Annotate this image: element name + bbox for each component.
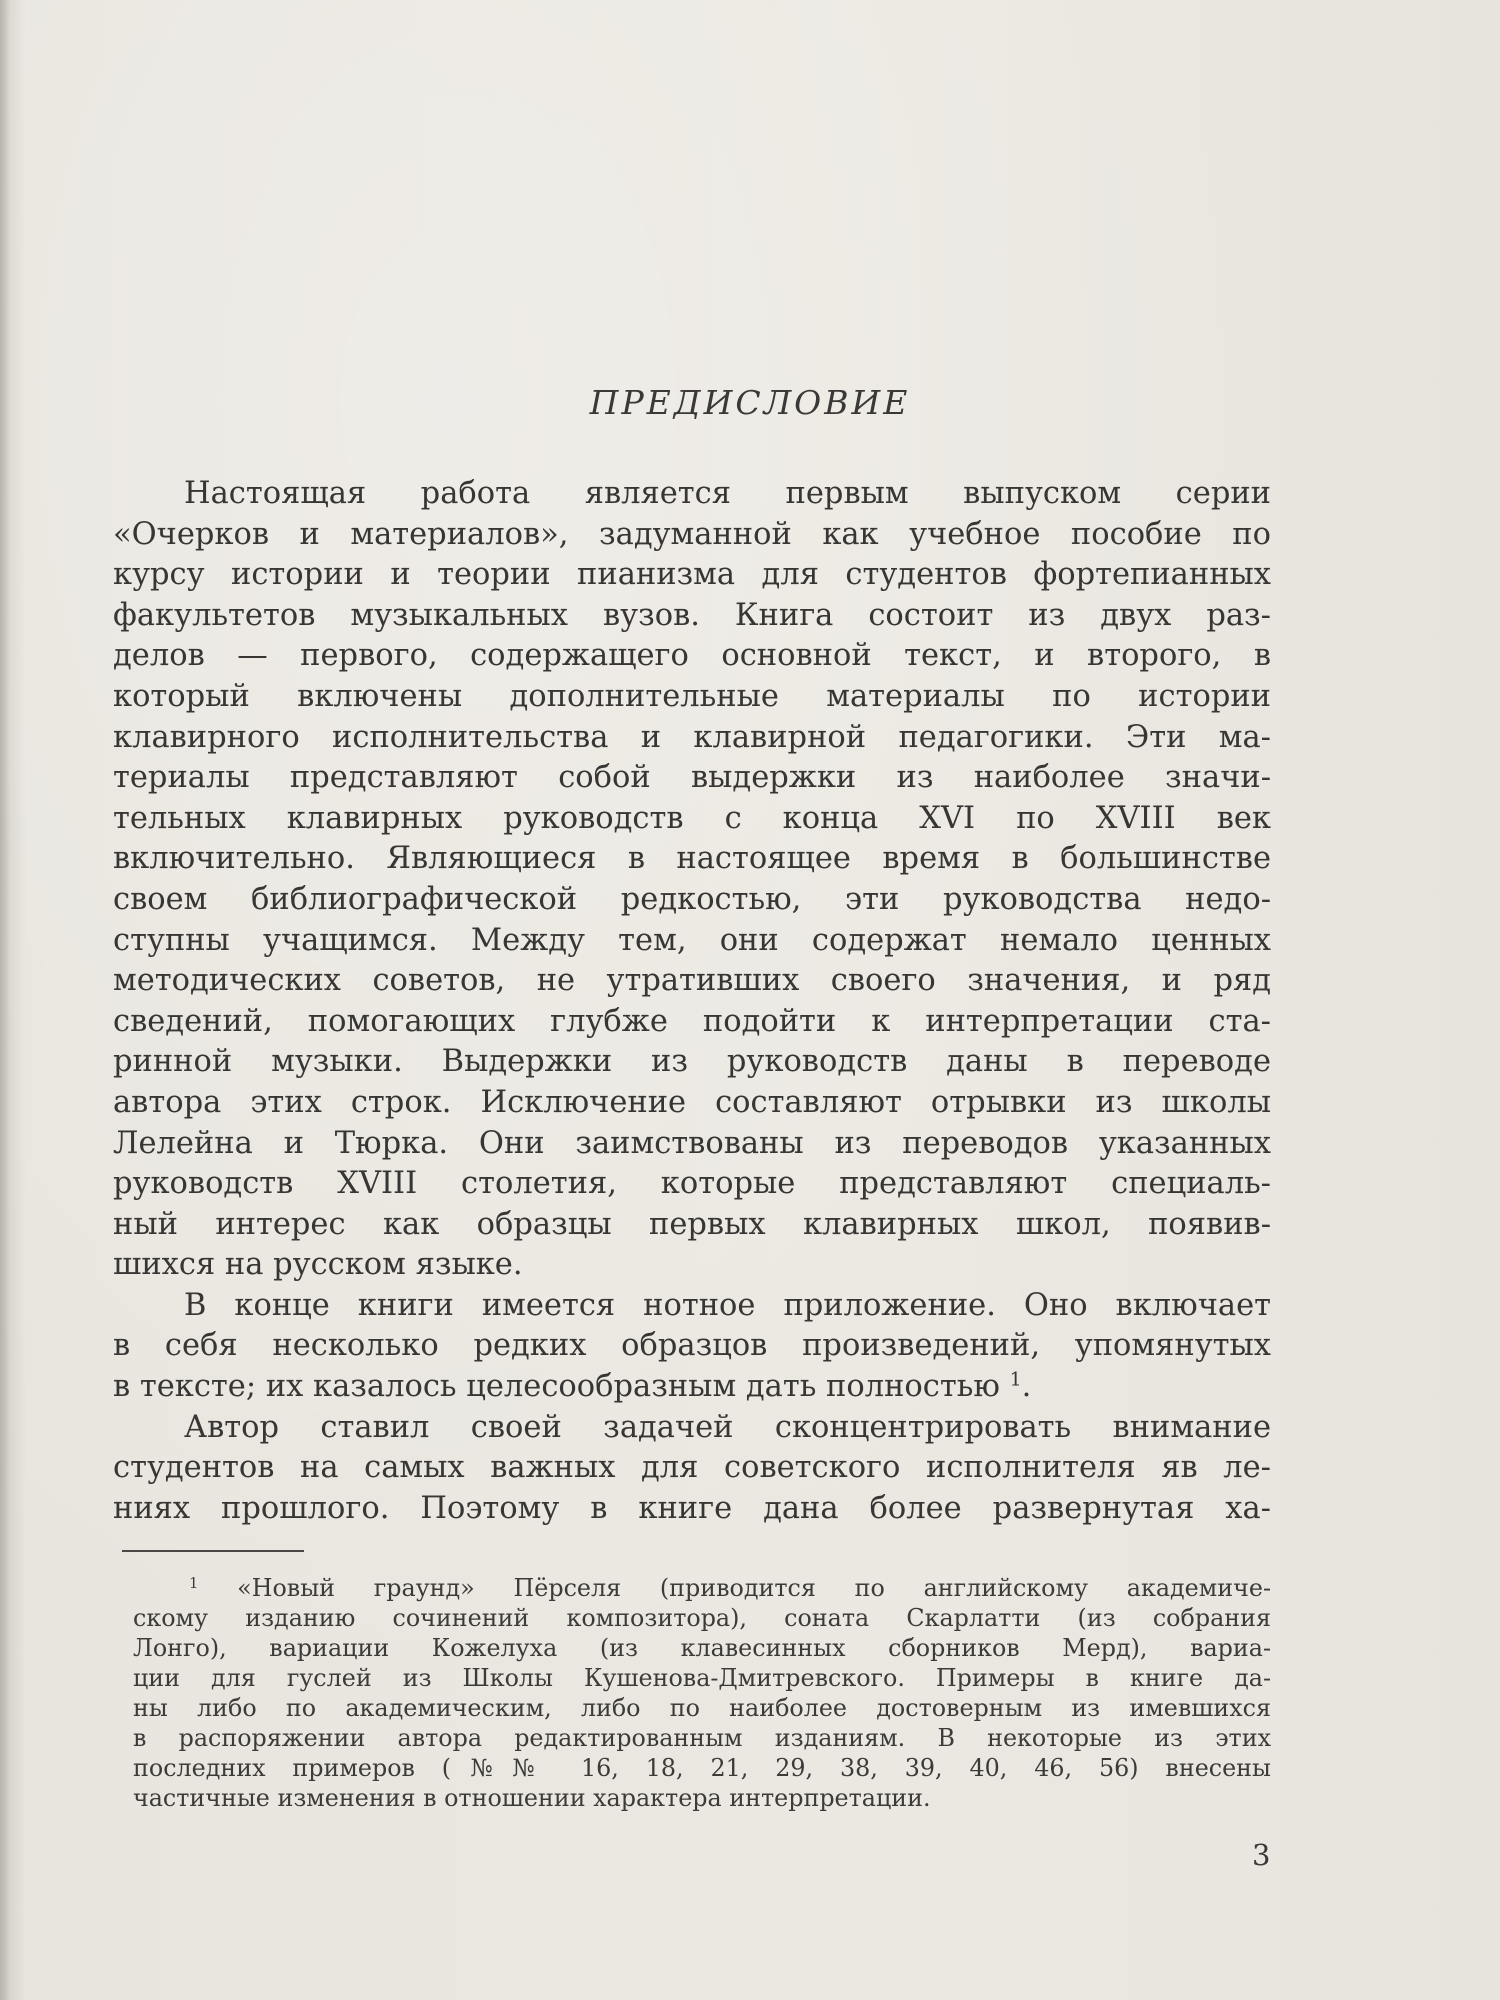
text-line: в себя несколько редких образцов произведений, упомянутых <box>113 1328 1271 1364</box>
text-line: тельных клавирных руководств с конца XVI по XVIII век <box>113 800 1271 836</box>
text-line: Настоящая работа является первым выпуском серии <box>184 476 1271 511</box>
text-line: шихся на русском языке. <box>113 1247 523 1283</box>
text-line: делов — первого, содержащего основной текст, и второго, в <box>113 638 1271 674</box>
text-line: факультетов музыкальных вузов. Книга состоит из двух раз- <box>113 597 1271 633</box>
page-title: ПРЕДИСЛОВИЕ <box>589 383 911 422</box>
footnote-line: в распоряжении автора редактированным изданиям. В некоторые из этих <box>133 1724 1271 1752</box>
footnote-line: ции для гуслей из Школы Кушенова-Дмитревского. Примеры в книге да- <box>133 1664 1271 1692</box>
text-line: Автор ставил своей задачей сконцентрировать внимание <box>184 1409 1271 1445</box>
text-line: сведений, помогающих глубже подойти к интерпретации ста- <box>113 1003 1271 1039</box>
text-line: включительно. Являющиеся в настоящее время в большинстве <box>113 841 1271 877</box>
footnote-line: частичные изменения в отношении характера интерпретации. <box>133 1784 931 1812</box>
text-line: «Очерков и материалов», задуманной как учебное пособие по <box>113 516 1271 552</box>
text-line: руководств XVIII столетия, которые представляют специаль- <box>113 1166 1271 1202</box>
text-line: студентов на самых важных для советского исполнителя яв ле- <box>113 1450 1271 1486</box>
footnote <box>133 1573 1271 1813</box>
footnote-line: ны либо по академическим, либо по наиболее достоверным из имевшихся <box>133 1694 1271 1722</box>
footnote-line: Лонго), вариации Кожелуха (из клавесинных сборников Мерд), вариа- <box>133 1634 1271 1662</box>
footnote-line: последних примеров (№№ 16, 18, 21, 29, 38, 39, 40, 46, 56) внесены <box>133 1754 1271 1782</box>
text-line: Лелейна и Тюрка. Они заимствованы из переводов указанных <box>113 1125 1271 1161</box>
text-line: методических советов, не утративших своего значения, и ряд <box>113 963 1271 999</box>
footnote-line: скому изданию сочинений композитора), соната Скарлатти (из собрания <box>133 1604 1271 1632</box>
footnote-marker: 1 <box>189 1574 199 1592</box>
text-line <box>113 1367 1271 1408</box>
page-number: 3 <box>1252 1838 1271 1872</box>
text-line: своем библиографической редкостью, эти руководства недо- <box>113 881 1271 917</box>
page-gutter-shadow <box>0 0 10 2000</box>
main-text <box>113 474 1271 1529</box>
text-line: курсу истории и теории пианизма для студентов фортепианных <box>113 557 1271 593</box>
text-line: который включены дополнительные материалы по истории <box>113 678 1271 714</box>
paragraph-2 <box>113 1286 1271 1408</box>
text-line: ринной музыки. Выдержки из руководств даны в переводе <box>113 1044 1271 1080</box>
sentence-end: . <box>1021 1369 1032 1405</box>
footnote-line-content: «Новый граунд» Пёрселя (приводится по английскому академиче- <box>237 1574 1271 1602</box>
text-line: автора этих строк. Исключение составляют отрывки из школы <box>113 1084 1271 1120</box>
footnote-divider <box>122 1550 304 1552</box>
footnote-line <box>133 1573 1271 1603</box>
text-line: териалы представляют собой выдержки из наиболее значи- <box>113 760 1271 796</box>
text-line: В конце книги имеется нотное приложение. Оно включает <box>184 1287 1271 1323</box>
paragraph-1 <box>113 474 1271 1286</box>
text-line: ступны учащимся. Между тем, они содержат немало ценных <box>113 922 1271 958</box>
paragraph-3 <box>113 1408 1271 1530</box>
text-line-content: в тексте; их казалось целесообразным дать полностью <box>113 1369 1000 1405</box>
text-line: ный интерес как образцы первых клавирных школ, появив- <box>113 1206 1271 1242</box>
footnote-reference: 1 <box>1009 1368 1022 1391</box>
text-line: клавирного исполнительства и клавирной педагогики. Эти ма- <box>113 719 1271 755</box>
text-line: ниях прошлого. Поэтому в книге дана более развернутая ха- <box>113 1490 1271 1526</box>
